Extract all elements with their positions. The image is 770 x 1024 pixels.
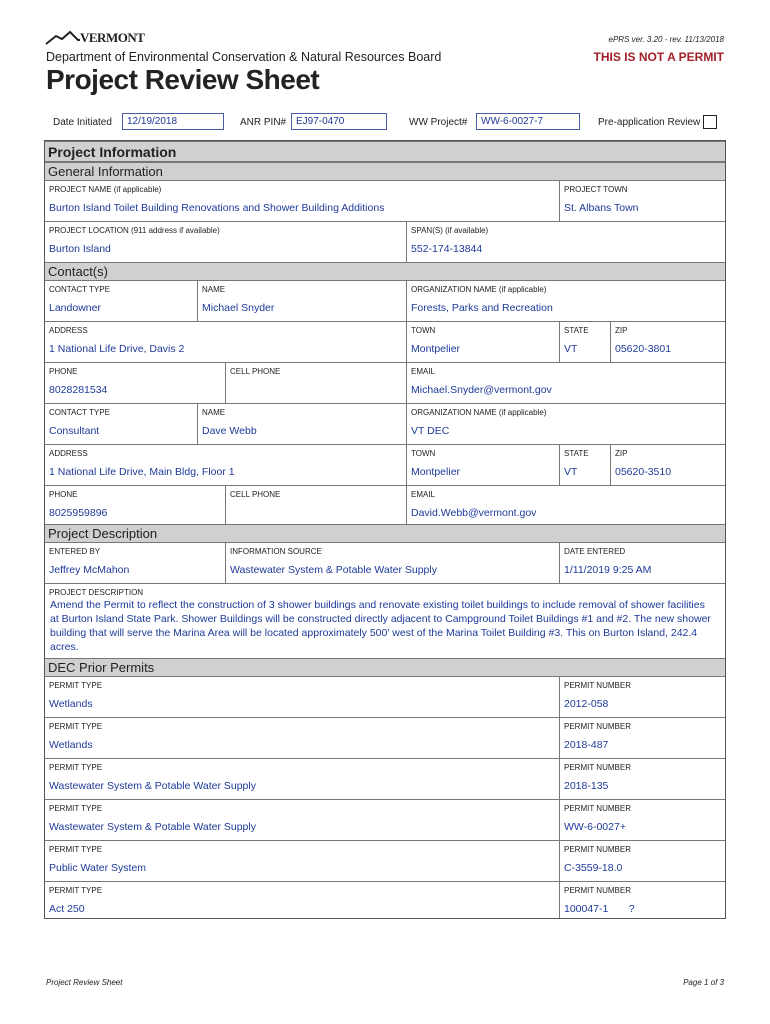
permit-type-label: PERMIT TYPE xyxy=(49,763,103,772)
anr-pin-label: ANR PIN# xyxy=(240,117,287,128)
email-label: EMAIL xyxy=(411,490,436,499)
email-label: EMAIL xyxy=(411,367,436,376)
cell-phone-label: CELL PHONE xyxy=(230,490,281,499)
permit-row-6-number[interactable] xyxy=(560,882,725,918)
permit-number-value: 100047-1 ? xyxy=(564,903,635,915)
town-label: TOWN xyxy=(411,449,436,458)
permit-row-4-type[interactable] xyxy=(45,800,560,841)
not-permit-notice: THIS IS NOT A PERMIT xyxy=(593,50,724,64)
contact-2-town-cell[interactable] xyxy=(407,445,560,486)
permit-row-1-type[interactable] xyxy=(45,677,560,718)
footer-page-number: Page 1 of 3 xyxy=(683,978,724,987)
project-location-value: Burton Island xyxy=(49,243,111,255)
permit-row-5-number[interactable] xyxy=(560,841,725,882)
org-value: VT DEC xyxy=(411,425,450,437)
address-label: ADDRESS xyxy=(49,326,88,335)
contact-1-address-cell[interactable] xyxy=(45,322,407,363)
contact-1-type-cell[interactable] xyxy=(45,281,198,322)
town-value: Montpelier xyxy=(411,343,461,355)
contact-1-state-cell[interactable] xyxy=(560,322,611,363)
permit-type-value: Wetlands xyxy=(49,698,93,710)
cell-phone-label: CELL PHONE xyxy=(230,367,281,376)
state-value: VT xyxy=(564,466,578,478)
permit-number-value: 2018-487 xyxy=(564,739,609,751)
entered-by-label: ENTERED BY xyxy=(49,547,101,556)
contact-2-zip-cell[interactable] xyxy=(611,445,725,486)
state-label: STATE xyxy=(564,449,589,458)
department-name: Department of Environmental Conservation & Natural Resources Board xyxy=(46,50,442,64)
address-value: 1 National Life Drive, Davis 2 xyxy=(49,343,185,355)
contact-1-phone-cell[interactable] xyxy=(45,363,226,404)
contacts-heading: Contact(s) xyxy=(45,262,725,281)
project-location-cell[interactable] xyxy=(45,222,407,263)
phone-label: PHONE xyxy=(49,490,78,499)
date-entered-label: DATE ENTERED xyxy=(564,547,626,556)
preapp-label: Pre-application Review xyxy=(598,117,701,128)
permit-type-value: Wetlands xyxy=(49,739,93,751)
permit-row-2-type[interactable] xyxy=(45,718,560,759)
project-location-label: PROJECT LOCATION (911 address if available) xyxy=(49,226,220,235)
page-title: Project Review Sheet xyxy=(46,64,320,95)
permit-row-1-number[interactable] xyxy=(560,677,725,718)
permit-number-label: PERMIT NUMBER xyxy=(564,722,631,731)
span-label: SPAN(S) (if available) xyxy=(411,226,489,235)
project-town-cell[interactable] xyxy=(560,181,725,222)
name-label: NAME xyxy=(202,408,226,417)
contact-2-email-cell[interactable] xyxy=(407,486,725,526)
project-information-heading: Project Information xyxy=(45,141,725,162)
entered-by-value: Jeffrey McMahon xyxy=(49,564,130,576)
email-value: Michael.Snyder@vermont.gov xyxy=(411,384,552,396)
permit-type-value: Act 250 xyxy=(49,903,85,915)
contact-type-label: CONTACT TYPE xyxy=(49,408,110,417)
permit-number-label: PERMIT NUMBER xyxy=(564,763,631,772)
permit-type-label: PERMIT TYPE xyxy=(49,804,103,813)
general-information-heading: General Information xyxy=(45,162,725,181)
name-value: Dave Webb xyxy=(202,425,257,437)
info-source-label: INFORMATION SOURCE xyxy=(230,547,322,556)
org-value: Forests, Parks and Recreation xyxy=(411,302,553,314)
project-description-text: Amend the Permit to reflect the construction of 3 shower buildings and renovate existing toilet buildings to include removal of shower facilities at Burton Island State Park. Shower Buildings will be constructed directly adjacent to Campground Toilet Buildings #1 and #2. The new shower building that will serve the Marina Area will be located approximately 500' west of the Marina Toilet Building #3. This on Burton Island, 242.4 acres. xyxy=(50,599,711,653)
contact-type-value: Consultant xyxy=(49,425,100,437)
project-name-label: PROJECT NAME (if applicable) xyxy=(49,185,162,194)
permit-row-3-number[interactable] xyxy=(560,759,725,800)
zip-value: 05620-3801 xyxy=(615,343,672,355)
permit-number-value: C-3559-18.0 xyxy=(564,862,623,874)
preapp-checkbox[interactable] xyxy=(703,115,717,129)
address-value: 1 National Life Drive, Main Bldg, Floor 1 xyxy=(49,466,235,478)
permit-number-label: PERMIT NUMBER xyxy=(564,681,631,690)
project-description-heading: Project Description xyxy=(45,524,725,543)
state-value: VT xyxy=(564,343,578,355)
permit-type-value: Wastewater System & Potable Water Supply xyxy=(49,780,256,792)
permit-row-5-type[interactable] xyxy=(45,841,560,882)
contact-2-phone-cell[interactable] xyxy=(45,486,226,526)
version-text: ePRS ver. 3.20 - rev. 11/13/2018 xyxy=(608,35,724,44)
permit-number-value: 2018-135 xyxy=(564,780,609,792)
permit-type-value: Wastewater System & Potable Water Supply xyxy=(49,821,256,833)
name-value: Michael Snyder xyxy=(202,302,275,314)
contact-2-type-cell[interactable] xyxy=(45,404,198,445)
zip-label: ZIP xyxy=(615,449,628,458)
permit-number-label: PERMIT NUMBER xyxy=(564,804,631,813)
permit-type-label: PERMIT TYPE xyxy=(49,681,103,690)
zip-value: 05620-3510 xyxy=(615,466,672,478)
contact-2-cell-phone-cell[interactable] xyxy=(226,486,407,526)
logo-text: VERMONT xyxy=(80,30,145,45)
permit-number-label: PERMIT NUMBER xyxy=(564,845,631,854)
contact-1-name-cell[interactable] xyxy=(198,281,407,322)
email-value: David.Webb@vermont.gov xyxy=(411,507,537,519)
address-label: ADDRESS xyxy=(49,449,88,458)
date-initiated-label: Date Initiated xyxy=(53,117,112,128)
date-entered-cell[interactable] xyxy=(560,543,725,584)
permit-row-3-type[interactable] xyxy=(45,759,560,800)
anr-pin-field[interactable]: EJ97-0470 xyxy=(291,113,387,130)
dec-prior-permits-heading: DEC Prior Permits xyxy=(45,658,725,677)
phone-value: 8025959896 xyxy=(49,507,108,519)
project-name-value: Burton Island Toilet Building Renovations and Shower Building Additions xyxy=(49,202,385,214)
name-label: NAME xyxy=(202,285,226,294)
permit-type-value: Public Water System xyxy=(49,862,147,874)
permit-number-value: 2012-058 xyxy=(564,698,609,710)
town-label: TOWN xyxy=(411,326,436,335)
project-town-label: PROJECT TOWN xyxy=(564,185,628,194)
org-label: ORGANIZATION NAME (if applicable) xyxy=(411,285,547,294)
permit-type-label: PERMIT TYPE xyxy=(49,845,103,854)
date-initiated-field[interactable]: 12/19/2018 xyxy=(122,113,224,130)
permit-type-label: PERMIT TYPE xyxy=(49,886,103,895)
permit-number-label: PERMIT NUMBER xyxy=(564,886,631,895)
contact-1-cell-phone-cell[interactable] xyxy=(226,363,407,404)
town-value: Montpelier xyxy=(411,466,461,478)
state-label: STATE xyxy=(564,326,589,335)
date-entered-value: 1/11/2019 9:25 AM xyxy=(564,564,652,576)
contact-1-org-cell[interactable] xyxy=(407,281,725,322)
permit-row-6-type[interactable] xyxy=(45,882,560,918)
contact-1-email-cell[interactable] xyxy=(407,363,725,404)
info-source-cell[interactable] xyxy=(226,543,560,584)
org-label: ORGANIZATION NAME (if applicable) xyxy=(411,408,547,417)
permit-type-label: PERMIT TYPE xyxy=(49,722,103,731)
permit-row-4-number[interactable] xyxy=(560,800,725,841)
footer-doc-name: Project Review Sheet xyxy=(46,978,123,987)
contact-1-town-cell[interactable] xyxy=(407,322,560,363)
contact-2-org-cell[interactable] xyxy=(407,404,725,445)
entered-by-cell[interactable] xyxy=(45,543,226,584)
phone-value: 8028281534 xyxy=(49,384,108,396)
ww-project-label: WW Project# xyxy=(409,117,468,128)
permit-row-2-number[interactable] xyxy=(560,718,725,759)
span-cell[interactable] xyxy=(407,222,725,263)
permit-number-value: WW-6-0027+ xyxy=(564,821,626,833)
project-town-value: St. Albans Town xyxy=(564,202,639,214)
contact-2-address-cell[interactable] xyxy=(45,445,407,486)
contact-type-label: CONTACT TYPE xyxy=(49,285,110,294)
contact-2-name-cell[interactable] xyxy=(198,404,407,445)
info-source-value: Wastewater System & Potable Water Supply xyxy=(230,564,437,576)
contact-2-state-cell[interactable] xyxy=(560,445,611,486)
phone-label: PHONE xyxy=(49,367,78,376)
zip-label: ZIP xyxy=(615,326,628,335)
contact-type-value: Landowner xyxy=(49,302,101,314)
span-value: 552-174-13844 xyxy=(411,243,483,255)
project-name-cell[interactable] xyxy=(45,181,560,222)
contact-1-zip-cell[interactable] xyxy=(611,322,725,363)
project-description-label: PROJECT DESCRIPTION xyxy=(49,588,144,597)
ww-project-field[interactable]: WW-6-0027-7 xyxy=(476,113,580,130)
